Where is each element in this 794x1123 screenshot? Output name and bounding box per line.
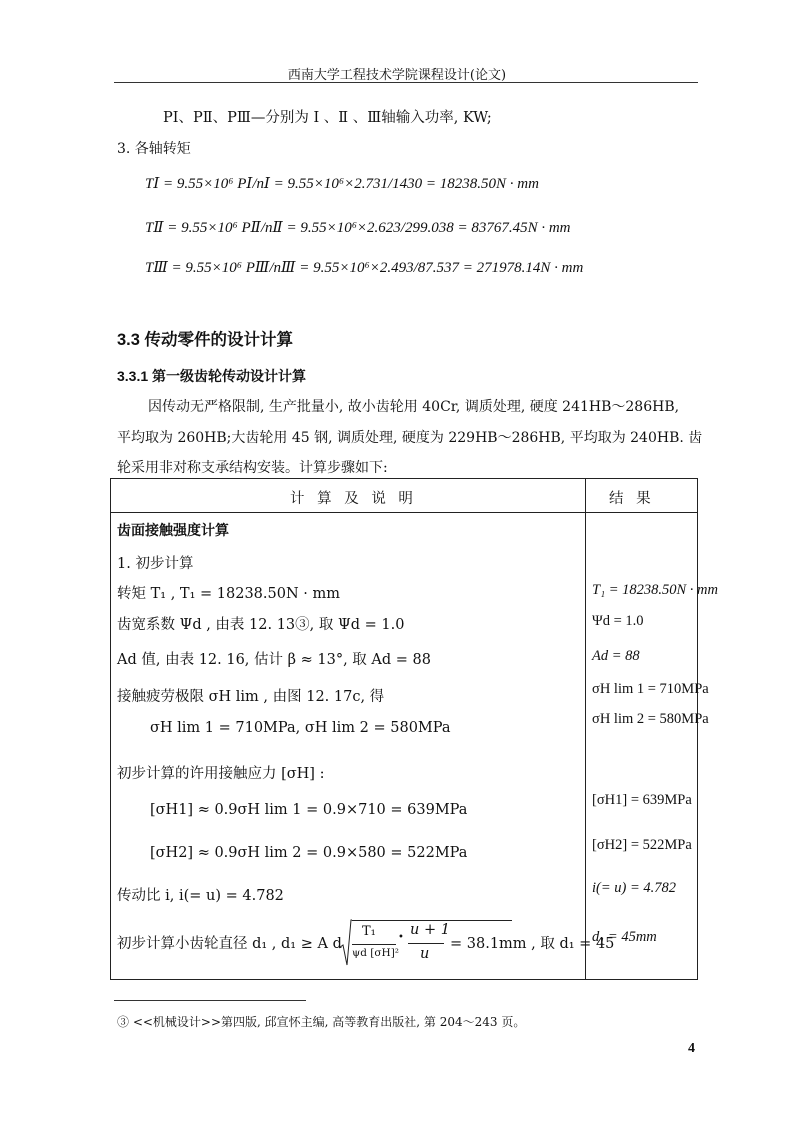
table-heading-contact: 齿面接触强度计算 <box>117 522 229 538</box>
result-allow2: [σH2] = 522MPa <box>592 837 692 853</box>
intro-line-3: 轮采用非对称支承结构安装。计算步骤如下: <box>117 460 388 476</box>
footnote: ③ <<机械设计>>第四版, 邱宣怀主编, 高等教育出版社, 第 204～243 页。 <box>117 1015 526 1029</box>
ratio-numerator: u + 1 <box>410 922 450 938</box>
row-d1-suffix: = 38.1mm , 取 d₁ = 45 <box>450 936 615 952</box>
result-lim1: σH lim 1 = 710MPa <box>592 681 709 697</box>
result-allow1: [σH1] = 639MPa <box>592 792 692 808</box>
result-d1: d₁ = 45mm <box>592 929 657 945</box>
radical-overline <box>352 920 512 921</box>
row-d1-prefix: 初步计算小齿轮直径 d₁ , d₁ ≥ A d <box>117 936 342 952</box>
row-ratio: 传动比 i, i(= u) = 4.782 <box>117 888 284 904</box>
row-width-coef: 齿宽系数 Ψd , 由表 12. 13③, 取 Ψd = 1.0 <box>117 617 405 633</box>
result-torque: T₁ = 18238.50N · mm <box>592 582 719 598</box>
row-fatigue-values: σH lim 1 = 710MPa, σH lim 2 = 580MPa <box>150 720 451 736</box>
result-psi: Ψd = 1.0 <box>592 613 644 629</box>
row-allowable-1: [σH1] ≈ 0.9σH lim 1 = 0.9×710 = 639MPa <box>150 802 468 818</box>
table-header-calc: 计 算 及 说 明 <box>290 491 417 507</box>
row-ad: Ad 值, 由表 12. 16, 估计 β ≈ 13°, 取 Ad = 88 <box>117 652 431 668</box>
step-initial: 1. 初步计算 <box>117 556 194 572</box>
header-rule <box>114 82 698 83</box>
torque-heading: 3. 各轴转矩 <box>117 141 191 157</box>
table-header-rule <box>110 512 698 513</box>
intro-line-2: 平均取为 260HB;大齿轮用 45 钢, 调质处理, 硬度为 229HB～286HB, 平均取为 240HB. 齿 <box>117 430 703 446</box>
row-allowable: 初步计算的许用接触应力 [σH] : <box>117 766 325 782</box>
result-lim2: σH lim 2 = 580MPa <box>592 711 709 727</box>
result-ad: Ad = 88 <box>592 648 640 664</box>
section-title: 3.3 传动零件的设计计算 <box>117 331 294 349</box>
footnote-rule <box>114 1000 306 1001</box>
torque-formula-3: TⅢ = 9.55×10⁶ PⅢ/nⅢ = 9.55×10⁶×2.493/87.537 = 271978.14N · mm <box>145 260 584 276</box>
row-allowable-2: [σH2] ≈ 0.9σH lim 2 = 0.9×580 = 522MPa <box>150 845 468 861</box>
intro-line-1: 因传动无严格限制, 生产批量小, 故小齿轮用 40Cr, 调质处理, 硬度 241HB～286HB, <box>148 399 680 415</box>
page-number: 4 <box>688 1041 695 1056</box>
table-header-result: 结 果 <box>609 491 655 507</box>
table-column-divider <box>585 478 586 980</box>
d1-numerator: T₁ <box>362 924 376 939</box>
result-ratio: i(= u) = 4.782 <box>592 880 677 896</box>
ratio-fraction-bar <box>408 943 444 944</box>
subsection-title: 3.3.1 第一级齿轮传动设计计算 <box>117 368 307 384</box>
d1-fraction-bar <box>352 944 396 945</box>
torque-formula-1: TⅠ = 9.55×10⁶ PⅠ/nⅠ = 9.55×10⁶×2.731/1430 = 18238.50N · mm <box>145 176 539 192</box>
torque-formula-2: TⅡ = 9.55×10⁶ PⅡ/nⅡ = 9.55×10⁶×2.623/299.038 = 83767.45N · mm <box>145 220 571 236</box>
running-header: 西南大学工程技术学院课程设计(论文) <box>287 68 507 83</box>
row-fatigue: 接触疲劳极限 σH lim , 由图 12. 17c, 得 <box>117 689 385 705</box>
power-note: PⅠ、PⅡ、PⅢ—分别为 Ⅰ 、Ⅱ 、Ⅲ轴输入功率, KW; <box>163 110 492 126</box>
radical-sign <box>338 918 352 968</box>
multiply-dot: • <box>398 932 404 943</box>
ratio-denominator: u <box>420 946 430 962</box>
d1-denominator: ψd [σH]² <box>352 947 400 959</box>
row-torque: 转矩 T₁ , T₁ = 18238.50N · mm <box>117 586 340 602</box>
